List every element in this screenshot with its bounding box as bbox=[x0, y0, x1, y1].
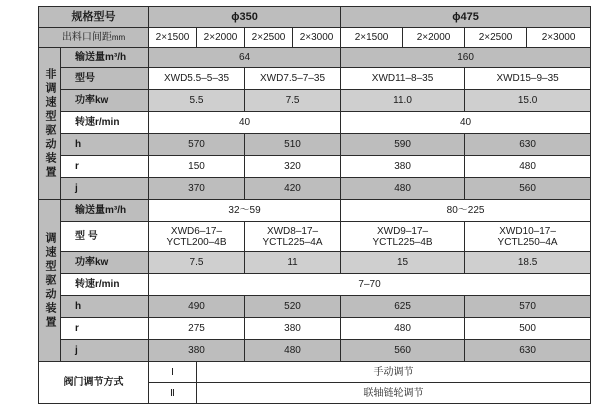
row-label: h bbox=[61, 134, 149, 156]
outlet-cell: 2×2500 bbox=[465, 28, 527, 48]
data-cell: 480 bbox=[465, 156, 591, 178]
data-cell: 150 bbox=[149, 156, 245, 178]
row-label: 型号 bbox=[61, 68, 149, 90]
data-cell: 630 bbox=[465, 340, 591, 362]
data-cell: 625 bbox=[341, 296, 465, 318]
data-cell: 15.0 bbox=[465, 90, 591, 112]
data-cell: 370 bbox=[149, 178, 245, 200]
data-cell: XWD10–17– YCTL250–4A bbox=[465, 222, 591, 252]
data-cell: 7.5 bbox=[149, 252, 245, 274]
data-cell: 275 bbox=[149, 318, 245, 340]
outlet-cell: 2×2000 bbox=[403, 28, 465, 48]
row-label: 输送量m³/h bbox=[61, 48, 149, 68]
data-cell: 15 bbox=[341, 252, 465, 274]
data-cell: 40 bbox=[149, 112, 341, 134]
data-cell: 480 bbox=[245, 340, 341, 362]
group-b-label: ϕ475 bbox=[341, 7, 591, 28]
row-label: r bbox=[61, 318, 149, 340]
data-cell: 420 bbox=[245, 178, 341, 200]
data-cell: 560 bbox=[465, 178, 591, 200]
outlet-label: 出料口间距 bbox=[61, 32, 112, 43]
row-label: 输送量m³/h bbox=[61, 200, 149, 222]
group-a-label: ϕ350 bbox=[149, 7, 341, 28]
row-label: 功率kw bbox=[61, 90, 149, 112]
outlet-unit: mm bbox=[111, 33, 126, 42]
row-label: h bbox=[61, 296, 149, 318]
data-cell: 570 bbox=[465, 296, 591, 318]
fixed-section-label: 非调速型驱动装置 bbox=[39, 48, 61, 200]
variable-section-label: 调速型驱动装置 bbox=[39, 200, 61, 362]
data-cell: 480 bbox=[341, 318, 465, 340]
data-cell: XWD9–17– YCTL225–4B bbox=[341, 222, 465, 252]
data-cell: 7–70 bbox=[149, 274, 591, 296]
data-cell: 7.5 bbox=[245, 90, 341, 112]
data-cell: 160 bbox=[341, 48, 591, 68]
spec-table bbox=[38, 6, 591, 404]
valve-mode-text: 手动调节 bbox=[197, 362, 591, 383]
data-cell: 510 bbox=[245, 134, 341, 156]
data-cell: 40 bbox=[341, 112, 591, 134]
data-cell: 64 bbox=[149, 48, 341, 68]
outlet-cell: 2×1500 bbox=[149, 28, 197, 48]
data-cell: 590 bbox=[341, 134, 465, 156]
valve-mode-code: Ⅰ bbox=[149, 362, 197, 383]
row-label: 功率kw bbox=[61, 252, 149, 274]
outlet-cell: 2×2500 bbox=[245, 28, 293, 48]
data-cell: 570 bbox=[149, 134, 245, 156]
data-cell: 380 bbox=[149, 340, 245, 362]
spec-label: 规格型号 bbox=[39, 7, 149, 28]
row-label: 转速r/min bbox=[61, 274, 149, 296]
outlet-cell: 2×2000 bbox=[197, 28, 245, 48]
data-cell: 320 bbox=[245, 156, 341, 178]
outlet-cell: 2×1500 bbox=[341, 28, 403, 48]
data-cell: 500 bbox=[465, 318, 591, 340]
data-cell: 80～225 bbox=[341, 200, 591, 222]
row-label: 型 号 bbox=[61, 222, 149, 252]
data-cell: 630 bbox=[465, 134, 591, 156]
data-cell: XWD6–17– YCTL200–4B bbox=[149, 222, 245, 252]
spec-table-sheet bbox=[38, 6, 590, 404]
row-label: j bbox=[61, 340, 149, 362]
data-cell: 5.5 bbox=[149, 90, 245, 112]
data-cell: 560 bbox=[341, 340, 465, 362]
data-cell: 490 bbox=[149, 296, 245, 318]
data-cell: 380 bbox=[341, 156, 465, 178]
data-cell: 11.0 bbox=[341, 90, 465, 112]
data-cell: XWD15–9–35 bbox=[465, 68, 591, 90]
outlet-cell: 2×3000 bbox=[527, 28, 591, 48]
data-cell: 480 bbox=[341, 178, 465, 200]
row-label: 转速r/min bbox=[61, 112, 149, 134]
data-cell: 380 bbox=[245, 318, 341, 340]
data-cell: 11 bbox=[245, 252, 341, 274]
outlet-label-cell bbox=[39, 28, 149, 48]
valve-mode-code: Ⅱ bbox=[149, 383, 197, 404]
row-label: j bbox=[61, 178, 149, 200]
row-label: r bbox=[61, 156, 149, 178]
outlet-cell: 2×3000 bbox=[293, 28, 341, 48]
data-cell: 18.5 bbox=[465, 252, 591, 274]
data-cell: XWD7.5–7–35 bbox=[245, 68, 341, 90]
data-cell: XWD5.5–5–35 bbox=[149, 68, 245, 90]
data-cell: XWD8–17– YCTL225–4A bbox=[245, 222, 341, 252]
valve-label: 阀门调节方式 bbox=[39, 362, 149, 404]
data-cell: XWD11–8–35 bbox=[341, 68, 465, 90]
data-cell: 32～59 bbox=[149, 200, 341, 222]
valve-mode-text: 联轴链轮调节 bbox=[197, 383, 591, 404]
data-cell: 520 bbox=[245, 296, 341, 318]
